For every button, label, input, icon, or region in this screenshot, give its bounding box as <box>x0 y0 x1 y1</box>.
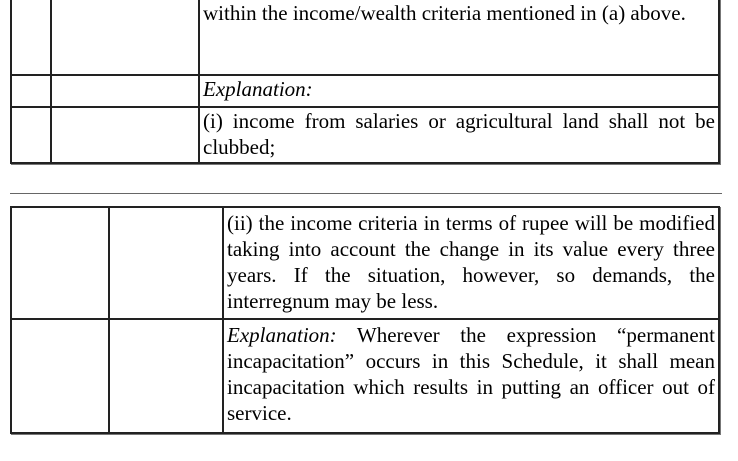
serial-cell <box>11 107 51 163</box>
category-cell <box>51 75 199 107</box>
description-cell <box>223 319 719 433</box>
explanation-text: Wherever the expression “permanent incapacitation” occurs in this Schedule, it shall mean incapacitation which results in putting an officer out of service. <box>227 323 715 425</box>
clause-ii-text: (ii) the income criteria in terms of rupee will be modified taking into account the change in its value every three years. If the situation, however, so demands, the interregnum may be less. <box>227 211 715 313</box>
category-cell <box>51 0 199 75</box>
clause-i-text: (i) income from salaries or agricultural land shall not be clubbed; <box>203 109 715 159</box>
explanation-label: Explanation: <box>227 323 337 347</box>
category-cell <box>51 107 199 163</box>
description-cell <box>199 0 719 75</box>
table-row <box>11 75 719 107</box>
description-cell <box>199 107 719 163</box>
serial-cell <box>11 0 51 75</box>
description-cell <box>223 207 719 319</box>
table-row <box>11 319 719 433</box>
criteria-text: within the income/wealth criteria mentioned in (a) above. <box>203 1 686 25</box>
table-row <box>11 0 719 75</box>
table-row <box>11 207 719 319</box>
schedule-table-bottom <box>10 206 720 434</box>
category-cell <box>109 319 223 433</box>
table-row <box>11 107 719 163</box>
explanation-paragraph <box>224 320 718 426</box>
description-cell <box>199 75 719 107</box>
serial-cell <box>11 75 51 107</box>
explanation-label: Explanation: <box>203 77 313 101</box>
serial-cell <box>11 319 109 433</box>
schedule-table-top <box>10 0 720 164</box>
serial-cell <box>11 207 109 319</box>
category-cell <box>109 207 223 319</box>
divider <box>10 193 722 194</box>
